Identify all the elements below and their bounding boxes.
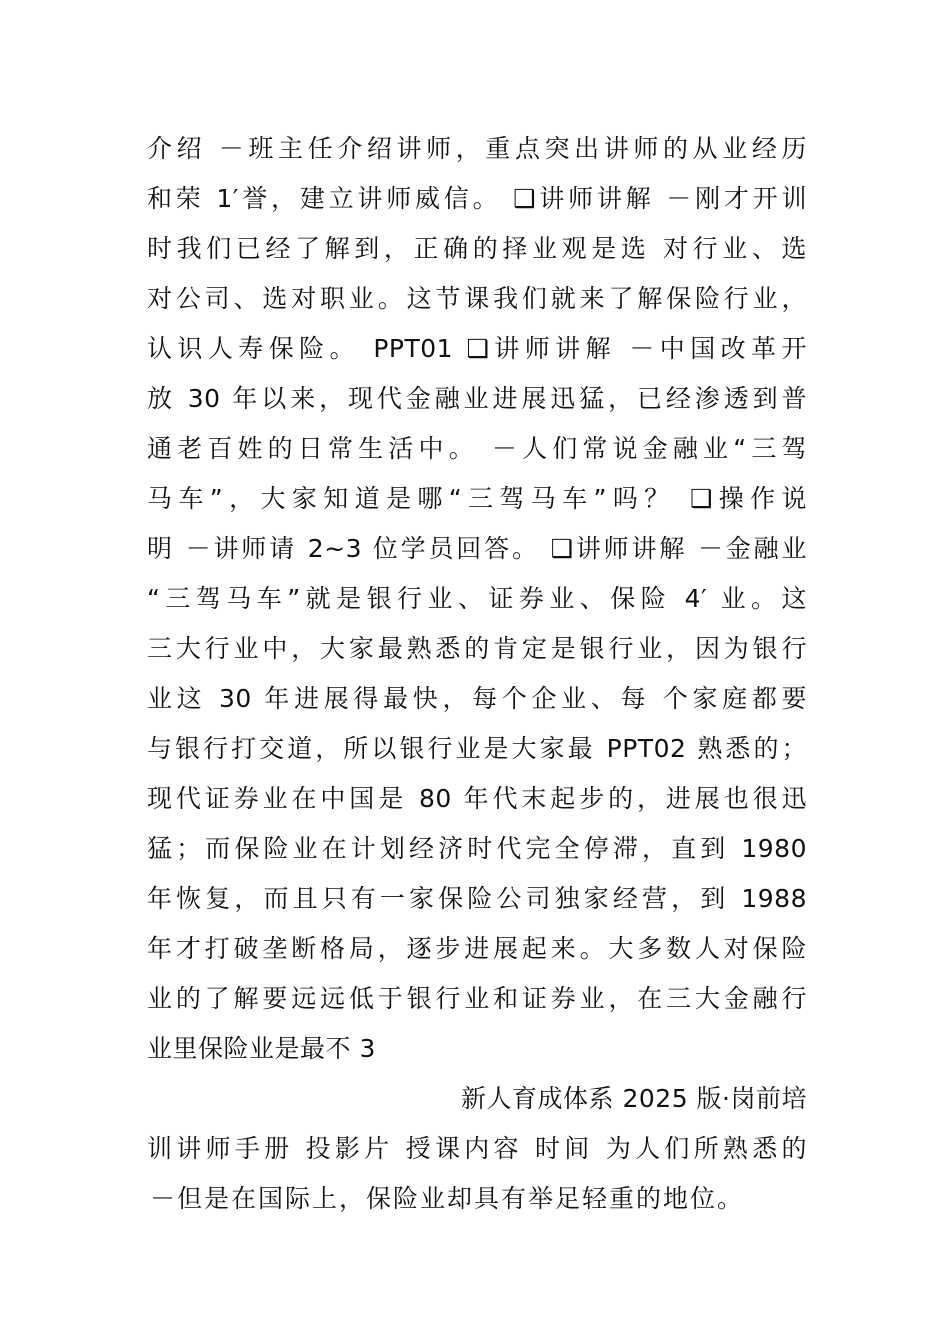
text-line-15: 猛；而保险业在计划经济时代完全停滞，直到 1980	[147, 834, 807, 863]
text-line-18: 业的了解要远远低于银行业和证券业，在三大金融行	[147, 984, 807, 1013]
text-line-21: 训讲师手册 投影片 授课内容 时间 为人们所熟悉的	[147, 1134, 807, 1163]
text-line-11: 三大行业中，大家最熟悉的肯定是银行业，因为银行	[147, 634, 807, 663]
text-line-10: “三驾马车”就是银行业、证券业、保险 4′ 业。这	[147, 584, 807, 613]
header-line: 新人育成体系 2025 版·岗前培	[461, 1084, 807, 1113]
text-line-1: 介绍 －班主任介绍讲师，重点突出讲师的从业经历	[147, 134, 807, 163]
text-line-14: 现代证券业在中国是 80 年代末起步的，进展也很迅	[147, 784, 807, 813]
text-line-3: 时我们已经了解到，正确的择业观是选 对行业、选	[147, 234, 807, 263]
text-line-13: 与银行打交道，所以银行业是大家最 PPT02 熟悉的；	[147, 734, 807, 763]
text-line-16: 年恢复，而且只有一家保险公司独家经营，到 1988	[147, 884, 807, 913]
text-line-12: 业这 30 年进展得最快，每个企业、每 个家庭都要	[147, 684, 807, 713]
text-line-17: 年才打破垄断格局，逐步进展起来。大多数人对保险	[147, 934, 807, 963]
text-line-2: 和荣 1′誉，建立讲师威信。 ❑讲师讲解 －刚才开训	[147, 184, 807, 213]
text-line-6: 放 30 年以来，现代金融业进展迅猛，已经渗透到普	[147, 384, 807, 413]
text-line-8: 马车”，大家知道是哪“三驾马车”吗？ ❑操作说	[147, 484, 807, 513]
text-line-19: 业里保险业是最不 3	[147, 1034, 376, 1063]
text-line-9: 明 －讲师请 2~3 位学员回答。 ❑讲师讲解 －金融业	[147, 534, 807, 563]
text-line-7: 通老百姓的日常生活中。 －人们常说金融业“三驾	[147, 434, 807, 463]
text-line-22: －但是在国际上，保险业却具有举足轻重的地位。	[150, 1184, 745, 1213]
text-line-4: 对公司、选对职业。这节课我们就来了解保险行业，	[147, 284, 807, 313]
text-line-5: 认识人寿保险。 PPT01 ❑讲师讲解 －中国改革开	[147, 334, 807, 363]
